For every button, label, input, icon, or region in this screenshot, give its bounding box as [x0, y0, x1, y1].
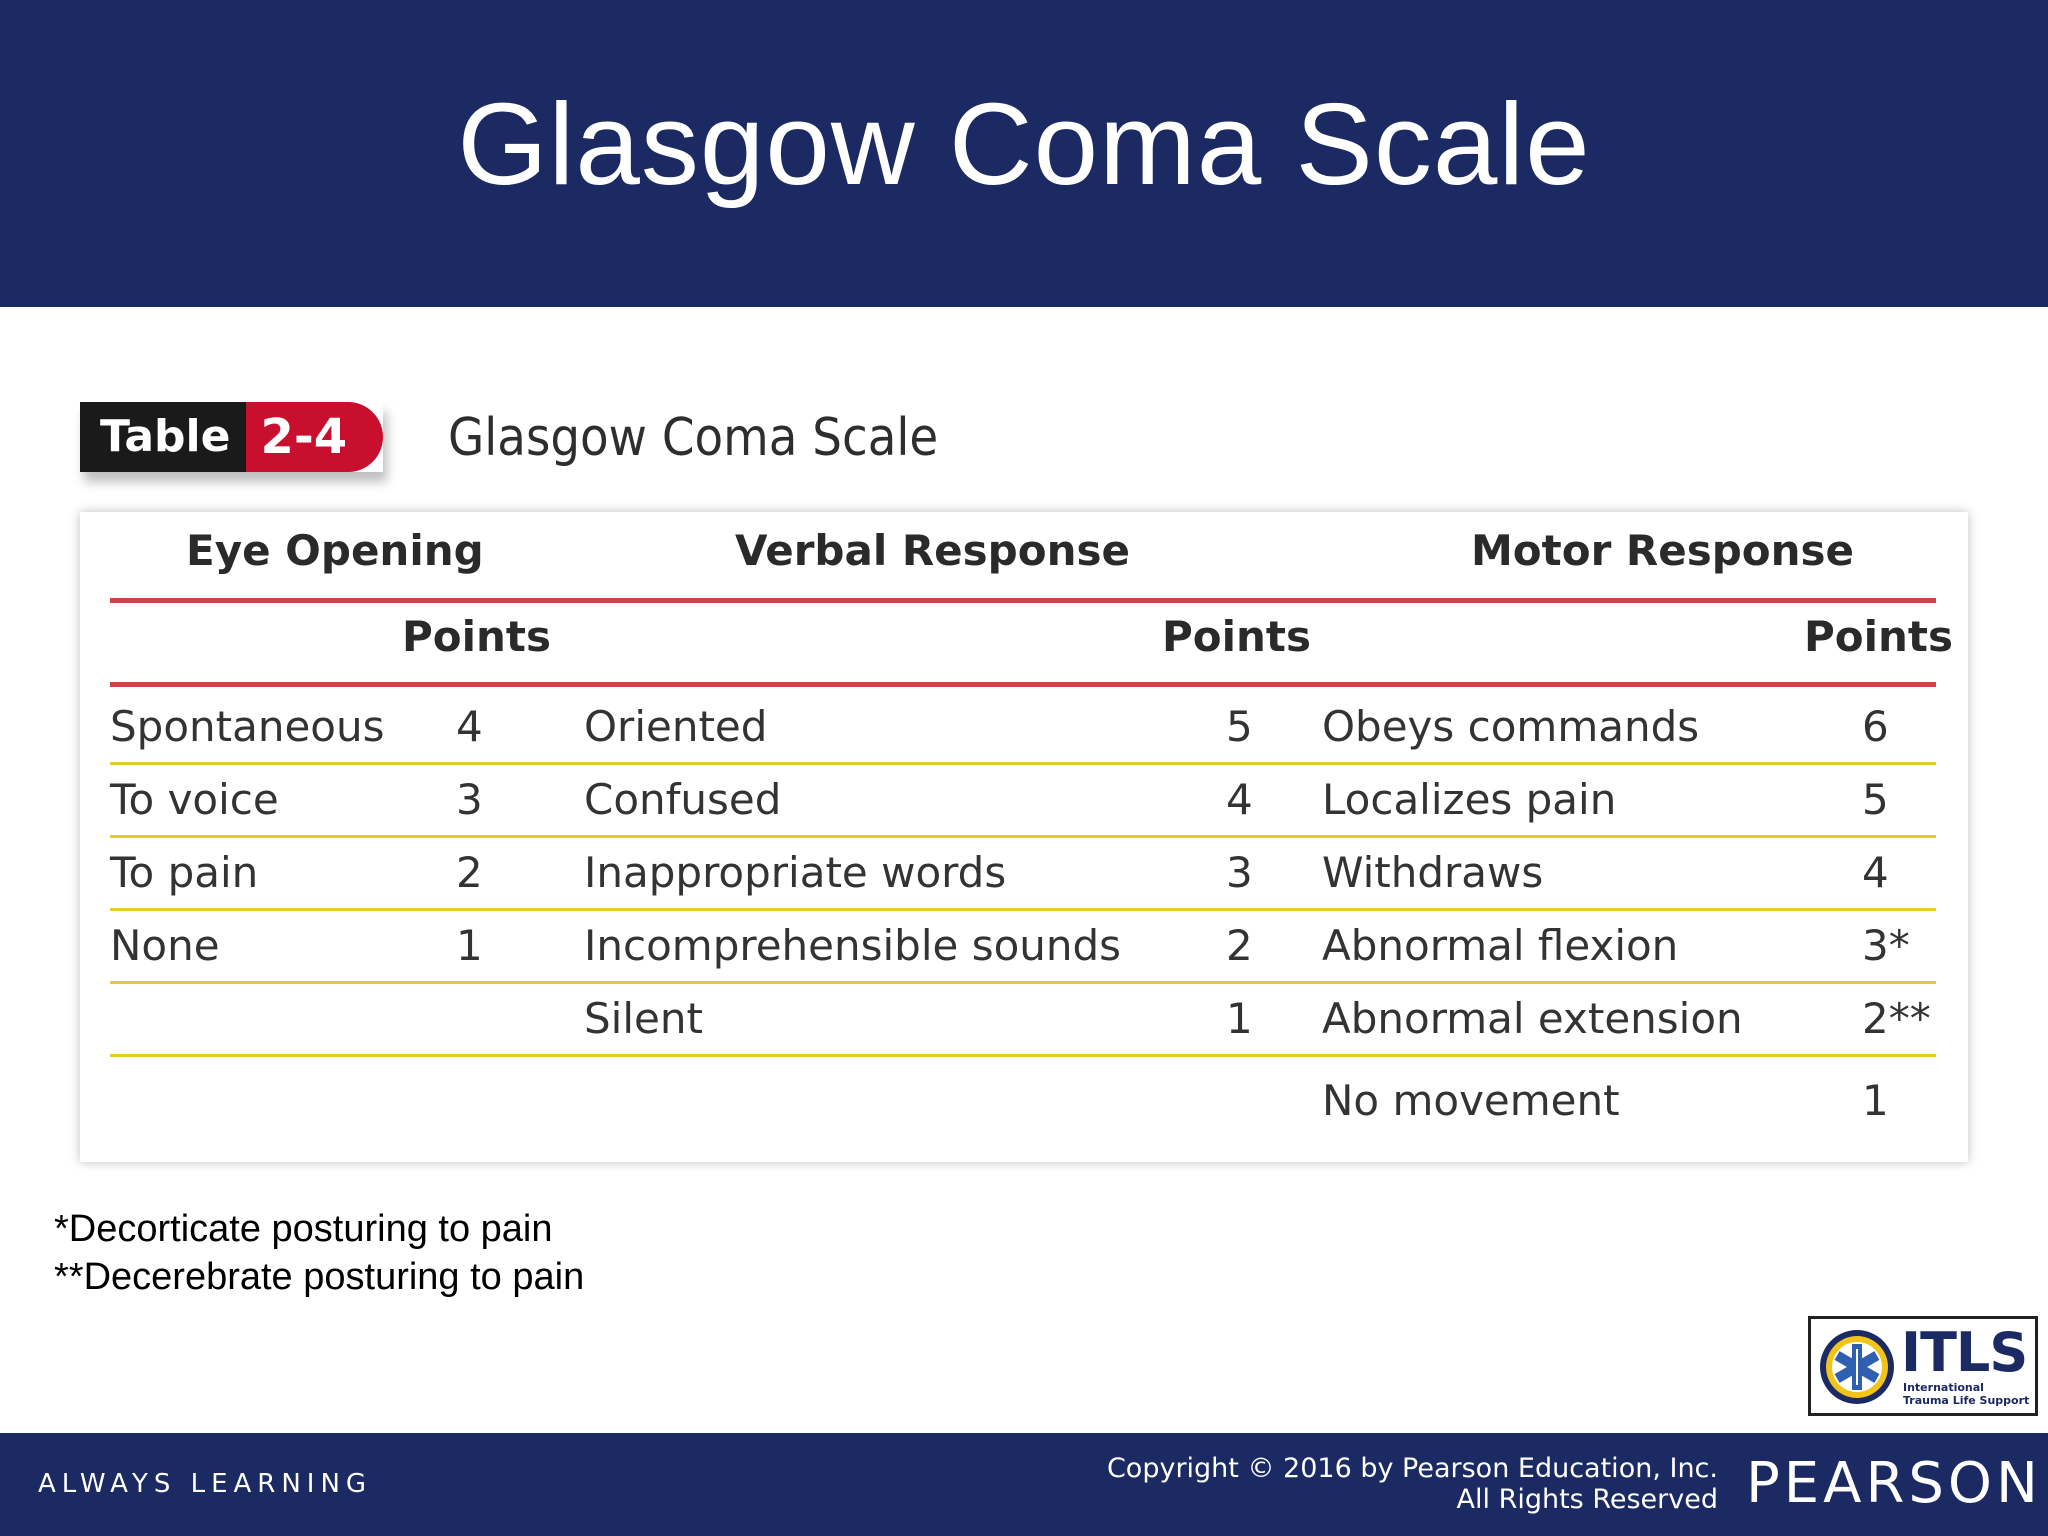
verbal-row-label: Inappropriate words	[584, 848, 1007, 897]
rule-red-bottom	[110, 682, 1936, 687]
motor-row-label: Obeys commands	[1322, 702, 1700, 751]
footnote-decorticate: *Decorticate posturing to pain	[54, 1208, 553, 1250]
motor-row-points: 1	[1862, 1076, 1889, 1125]
row-divider	[110, 1054, 1936, 1057]
logo-subtitle-line2: Trauma Life Support	[1903, 1394, 2030, 1407]
motor-row-points: 4	[1862, 848, 1889, 897]
copyright-line2: All Rights Reserved	[1456, 1484, 1718, 1515]
header-verbal-response: Verbal Response	[735, 526, 1130, 575]
footnote-decerebrate: **Decerebrate posturing to pain	[54, 1256, 585, 1298]
verbal-row-points: 1	[1226, 994, 1253, 1043]
eye-row-points: 3	[456, 775, 483, 824]
motor-row-label: Localizes pain	[1322, 775, 1617, 824]
table-label-prefix: Table	[80, 402, 246, 472]
logo-text: ITLS	[1901, 1321, 2028, 1384]
eye-row-label: To pain	[110, 848, 259, 897]
motor-row-label: Abnormal extension	[1322, 994, 1743, 1043]
motor-row-points: 6	[1862, 702, 1889, 751]
verbal-row-points: 4	[1226, 775, 1253, 824]
header-motor-points: Points	[1804, 612, 1954, 661]
slide-title: Glasgow Coma Scale	[457, 78, 1591, 209]
row-divider	[110, 908, 1936, 911]
slide-footer	[0, 1433, 2048, 1536]
header-motor-response: Motor Response	[1471, 526, 1855, 575]
logo-subtitle	[1903, 1381, 2029, 1407]
row-divider	[110, 835, 1936, 838]
verbal-row-points: 5	[1226, 702, 1253, 751]
eye-row-label: Spontaneous	[110, 702, 385, 751]
header-eye-points: Points	[402, 612, 552, 661]
copyright-notice	[1107, 1453, 1718, 1515]
header-verbal-points: Points	[1162, 612, 1312, 661]
row-divider	[110, 762, 1936, 765]
verbal-row-label: Oriented	[584, 702, 768, 751]
logo-subtitle-line1: International	[1903, 1381, 1984, 1394]
eye-row-label: None	[110, 921, 220, 970]
motor-row-points: 2**	[1862, 994, 1931, 1043]
header-eye-opening: Eye Opening	[186, 526, 484, 575]
table-title: Glasgow Coma Scale	[448, 408, 939, 468]
itls-logo	[1808, 1316, 2038, 1416]
motor-row-points: 5	[1862, 775, 1889, 824]
rule-red-top	[110, 598, 1936, 603]
eye-row-points: 2	[456, 848, 483, 897]
copyright-line1: Copyright © 2016 by Pearson Education, Inc.	[1106, 1453, 1718, 1484]
always-learning-tagline: ALWAYS LEARNING	[38, 1469, 373, 1499]
verbal-row-label: Silent	[584, 994, 703, 1043]
row-divider	[110, 981, 1936, 984]
eye-row-points: 1	[456, 921, 483, 970]
table-label-number: 2-4	[246, 402, 383, 472]
verbal-row-label: Confused	[584, 775, 782, 824]
motor-row-label: Withdraws	[1322, 848, 1544, 897]
verbal-row-points: 2	[1226, 921, 1253, 970]
eye-row-label: To voice	[110, 775, 279, 824]
motor-row-label: Abnormal flexion	[1322, 921, 1679, 970]
eye-row-points: 4	[456, 702, 483, 751]
motor-row-label: No movement	[1322, 1076, 1620, 1125]
verbal-row-points: 3	[1226, 848, 1253, 897]
star-of-life-icon	[1817, 1327, 1897, 1407]
table-label-badge	[80, 402, 383, 472]
slide-header	[0, 0, 2048, 307]
motor-row-points: 3*	[1862, 921, 1910, 970]
pearson-logo: PEARSON	[1746, 1451, 2042, 1516]
verbal-row-label: Incomprehensible sounds	[584, 921, 1122, 970]
